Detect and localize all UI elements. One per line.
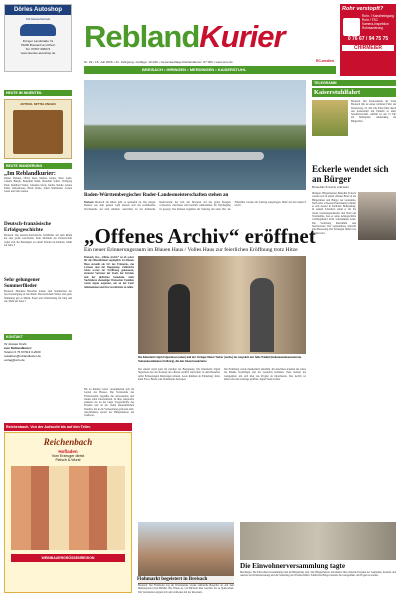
left-column (4, 90, 72, 420)
contact-heading: KONTAKT (4, 334, 72, 340)
plumbing-ad-item: Rohr- / Kanalreinigung (362, 14, 394, 18)
story2-title[interactable]: Sehr gelungener Sommerflieder (4, 277, 40, 289)
telegram-photo (312, 100, 348, 136)
towns-bar: BREISACH • IHRINGEN • MERDINGEN • KAISERSTUHL (84, 66, 336, 74)
farm-ad-heading: Reichenbach. Von der Aufzucht bis auf den Teller. (4, 423, 132, 431)
article-preview-label: ARTIKEL MITTELUNGEN (20, 102, 56, 106)
main-headline[interactable]: „Offenes Archiv“ eröffnet (84, 224, 316, 248)
right-column (312, 80, 396, 520)
assembly-photo[interactable] (240, 522, 396, 560)
article-preview-ad[interactable] (4, 99, 72, 159)
plumbing-ad-item: Rohrsanierung (362, 26, 383, 30)
plumbing-ad-phone[interactable]: 0 76 67 / 94 75 75 (347, 36, 389, 42)
main-subhead: Ein neuer Erinnerungsraum im Blauen Haus / Volles Haus zur feierlichen Eröffnung trotz Hitze (84, 247, 298, 253)
main-photo-caption: Die Künstlerin Sigrid Sigurdsson (oben) und der Verleger Dieter Weber (rechts) im Gespräch mit Julia Wiehnl (Dokumentationszentrum Nationalsozialismus Freiburg), die den Abend moderierte. (138, 356, 302, 363)
telegram-title[interactable]: Kaiserstuhlfahrt (312, 88, 396, 97)
plumbing-ad-brand: CHIRMEIER (342, 45, 394, 51)
publisher-ad-box[interactable] (4, 4, 72, 72)
lead-caption: Baden-Württembergischer Ruder-Landesmeisterschaften stehen an (84, 193, 229, 198)
logo-rebland: Rebland (84, 19, 200, 54)
flea-market-caption[interactable]: Flohmarkt begeistert in Breisach (136, 576, 234, 583)
farm-ad-brand: Reichenbach (43, 437, 93, 447)
newspaper-logo (84, 20, 324, 54)
plumbing-ad-item: Rohr / TSC (362, 18, 378, 22)
issue-line: Nr. 29 • 15. Juli 2026 • 41. Jahrgang • Auflage: 10.040 • Gesamtauflage Reblandkurier: 87.000 • www.wzo.de (84, 60, 233, 64)
lead-dateline: Breisach (84, 201, 94, 204)
assembly-text: Merdingen. Die Einwohnerversammlung fand im Bürgerhaus statt. Der Bürgermeister informierte über aktuelle Projekte der Gemeinde, darunter den Ausbau der Kinderbetreuung und die Sanierung der Ortsdurchfahrt. Zahlreiche Bürger nutzten die Gelegenheit, um Fragen zu stellen. (240, 571, 396, 578)
portrait-photo (358, 192, 396, 240)
main-story-col3: Der Abend stand ganz im Zeichen der Begegnung. Die Künstlerin Sigrid Sigurdsson hat das Konzept des offenen Archivs entwickelt, in dem Besucher selbst Erinnerungen hinterlegen können. Leere Rahmen als Einladung: Jeder kann Fotos, Briefe oder Dokumente beitragen. (138, 368, 220, 381)
telegram-text: Breisach. Der Seniorenkreis der Stadt Breisach lädt zu seiner nächsten Fahrt am Donnerstag, 23. Juli. Die Fahrt führt durch den Kaiserstuhl mit Einkehr in einer Straußwirtschaft. Abfahrt ist um 13 Uhr am Marktplatz. Anmeldung im Bürgerbüro. (351, 100, 396, 123)
main-story-col2: Bis zu hundert Gäste versammelten sich im Garten des Hauses. Die Vorsitzende des Fördervereins begrüßte die Anwesenden und dankte allen Unterstützern. In ihrer Ansprache erinnerte sie an die lange Vorgeschichte des Projekts und an die vielen ehrenamtlichen Stunden, die in die Vorbereitung geflossen sind. Anschließend sprach der Bürgermeister ein Grußwort. (84, 388, 134, 418)
publisher-address-line: Ihringer Landstraße 7a (22, 39, 54, 43)
contact-phone[interactable]: Telefon 0 76 67/913 0-2000 (4, 350, 41, 354)
main-story-col4: Die Eröffnung wurde musikalisch umrahmt. Im Anschluss konnten die Gäste die Räume besichtigen und ins Gespräch kommen. Viele nutzten die Gelegenheit, um sich über das Projekt zu informieren. Das Archiv ist mittwochs und sonntags geöffnet. Ingrid Wenz-Gahler (224, 368, 306, 381)
plumbing-ad[interactable] (340, 4, 396, 76)
flea-market-photo[interactable] (138, 522, 234, 584)
contact-email[interactable]: verlag@wzo.de (4, 358, 25, 362)
main-story-col1: Breisach. Das „Offene Archiv“ ist ab sofort für die Öffentlichkeit zugänglich. Im Blauen Haus entsteht ein Ort des Erinnerns, des Lernens und der Begegnung. Zahlreiche Gäste waren zur Eröffnung gekommen, darunter Vertreter der Stadt, der Kirchen und der jüdischen Gemeinde. Auch Nachfahren ehemaliger Breisacher Familien waren eigens angereist, um an der Feier teilzunehmen und ihre Geschichten zu teilen. (84, 256, 134, 289)
publisher-address-line: 79206 Breisach am Rhein (20, 43, 56, 47)
publisher-ad-subtitle: Kfz-Meisterbetrieb (25, 17, 51, 21)
lead-text (84, 201, 306, 221)
rowing-boats (124, 152, 264, 160)
logo-kurier: Kurier (199, 19, 285, 54)
lead-body: Breisach am Rhein geht es spannend zu. Die jungen Ruderer aus dem ganzen Land messen sich am kommenden Wochenende auf dem Altrhein. Ausrichter ist der heimische Ruderverein, der sich seit Monaten auf das große Ereignis vorbereitet. Zuschauer sind herzlich willkommen, für Verpflegung ist gesorgt. Die Rennen beginnen am Samstag um neun Uhr, die Finalläufe werden am Sonntag ausgetragen. Mehr auf den Seiten 8 und 9 (84, 201, 306, 211)
right-story-text: Ihringen. Bürgermeister Benedikt Eckerle wendet sich in einem offenen Brief an die Bürgerinnen und Bürger der Gemeinde. Nach einer schweren Erkrankung befindet er sich derzeit in ärztlicher Behandlung. In seinem Schreiben dankt er für die vielen Genesungswünsche und bittet um Verständnis, dass er seine Amtsgeschäfte vorübergehend nicht wahrnehmen kann. Die Vertretung übernimmt sein Stellvertreter. Der Gemeinderat wünscht gute Besserung. Die Sitzungen finden wie geplant statt. (312, 192, 356, 235)
person-figure (250, 278, 274, 352)
farm-ad-line: Vom Erzeuger direkt (51, 454, 85, 458)
contact-email[interactable]: redaktion@reblandkurier.de (4, 354, 41, 358)
right-story-title[interactable]: Eckerle wendet sich an Bürger (312, 164, 389, 184)
story1-title[interactable]: Deutsch-französische Erfolgsgeschichte (4, 221, 51, 233)
contact-line: Ihr direkter Draht (4, 342, 27, 346)
car-icon (20, 24, 56, 36)
main-photo-archive[interactable] (138, 256, 306, 354)
person-figure (168, 284, 190, 352)
story1-text: Breisach. Die deutsch-französische Schifffahrt auf dem Rhein hat eine große Geschichte. Zum Jubiläum der Partnerschaft trafen sich die Beteiligten zu einem Festakt im Rathaus. Mehr auf Seite 3 (4, 234, 72, 247)
left-heading-wanderung: REUTE WANDERUNG (4, 163, 72, 169)
assembly-title[interactable]: Die Einwohnerversammlung tagte (240, 562, 346, 570)
lead-photo-rowing[interactable] (84, 80, 306, 190)
farm-ad[interactable] (4, 432, 132, 593)
plumbing-ad-title: Rohr verstopft? (342, 6, 384, 12)
contact-line: zum Reblandkurier: (4, 346, 33, 350)
farm-ad-products (11, 466, 125, 550)
reblandkurier-title: „Im Reblandkurier: (4, 171, 56, 177)
plumbing-ad-item: Kamera-Inspektion (362, 22, 389, 26)
story2-text: Breisach. Hunderte Besucher kamen zum Sommerfest der Sportvereinigung an den Rhein. Bei herrlichem Wetter und guter Stimmung gab es Musik, Essen und Unterhaltung für Jung und Alt. Mehr auf Seite 5 (4, 290, 72, 303)
product-image (13, 110, 63, 154)
flea-market-text: Breisach. Der Flohmarkt zog am Wochenende wieder zahlreiche Besucher an. Auf dem Münsterplatz boten Händler ihre Waren an, von Büchern über Geschirr bis zu Spielsachen. Die Veranstalter zeigten sich sehr zufrieden mit der Resonanz. (138, 584, 234, 594)
left-heading-innenteil: HEUTE IM INNENTEIL (4, 90, 72, 96)
publisher-mark: RC-medien (316, 59, 334, 63)
reblandkurier-text: Daniel Ulmann, Oliver Reiz, Markus Ganter, Marc Ganz, Claudia Bürgin, Benjamin Kuhn, Benedikt Schell, Wolfgang Pauli, Reinhard Walter, Johannes Steck, Sandra Steidle, Ariane Faller, Weisenbauer, Heidi Jäckle, Johan Stöhrmann, Jochen Gasse und viele andere. (4, 177, 72, 194)
publisher-ad-title: Dörles Autoshop (5, 5, 71, 15)
telegram-heading: TELEGRAMM (312, 80, 396, 86)
truck-icon (343, 18, 360, 36)
right-story-byline: Benedikt Eckerle erkrankt (312, 185, 349, 189)
publisher-phone: Tel. 07667 906074 (25, 47, 51, 51)
farm-ad-line: Fleisch & Wurst (55, 458, 81, 462)
publisher-website[interactable]: www.doerles-autoshop.de (20, 51, 56, 55)
farm-ad-line: Hofladen (58, 449, 78, 454)
farm-ad-footer: WEINBAUERGRÖSSENREGION (11, 554, 125, 562)
